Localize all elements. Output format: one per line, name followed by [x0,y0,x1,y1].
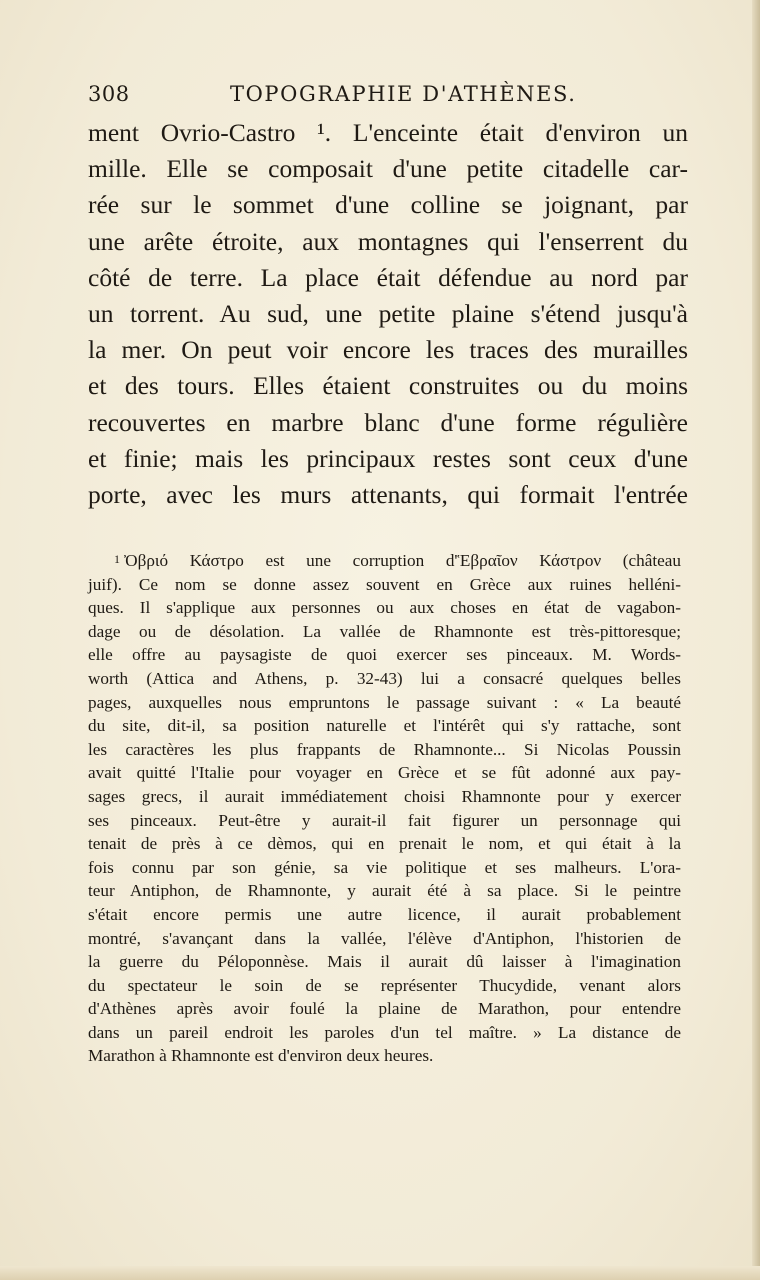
body-line: et finie; mais les principaux restes sont ceux d'une [88,443,688,473]
body-line: un torrent. Au sud, une petite plaine s'étend jusqu'à [88,299,688,329]
body-line: rée sur le sommet d'une colline se joignant, par [88,190,688,220]
body-line: la mer. On peut voir encore les traces des murailles [88,335,688,365]
body-line: ment Ovrio-Castro ¹. L'enceinte était d'environ un [88,118,688,147]
footnote-line: Marathon à Rhamnonte est d'environ deux heures. [88,1046,434,1066]
body-line: côté de terre. La place était défendue au nord par [88,262,688,292]
page-number: 308 [88,82,130,106]
footnote [88,548,681,1068]
footnote-marker: 1 [114,552,120,566]
footnote-line: pages, auxquelles nous empruntons le passage suivant : « La beauté [88,692,681,712]
footnote-line: dage ou de désolation. La vallée de Rhamnonte est très-pittoresque; [88,621,681,641]
body-line: recouvertes en marbre blanc d'une forme régulière [88,407,688,437]
footnote-line: montré, s'avançant dans la vallée, l'élève d'Antiphon, l'historien de [88,928,681,948]
body-text [88,115,688,513]
footnote-line-text: Ὀβριό Κάστρο est une corruption d'Ἑβραῖον Κάστρον (château [124,551,681,570]
footnote-line: worth (Attica and Athens, p. 32-43) lui a consacré quelques belles [88,668,681,688]
footnote-line: sages grecs, il aurait immédiatement choisi Rhamnonte pour y exercer [88,786,681,806]
page-edge-shadow [752,0,760,1280]
page-bottom-edge [0,1266,760,1280]
footnote-line: juif). Ce nom se donne assez souvent en Grèce aux ruines helléni- [88,574,681,594]
footnote-line: du site, dit-il, sa position naturelle et l'intérêt qui s'y rattache, sont [88,716,681,736]
footnote-line: du spectateur le soin de se représenter Thucydide, venant alors [88,975,681,995]
body-line: et des tours. Elles étaient construites ou du moins [88,371,688,401]
footnote-line: les caractères les plus frappants de Rhamnonte... Si Nicolas Poussin [88,739,681,759]
footnote-line: tenait de près à ce dèmos, qui en prenait le nom, et qui était à la [88,834,681,854]
footnote-line: fois connu par son génie, sa vie politique et ses malheurs. L'ora- [88,857,681,877]
footnote-line: dans un pareil endroit les paroles d'un tel maître. » La distance de [88,1022,681,1042]
body-line: une arête étroite, aux montagnes qui l'enserrent du [88,226,688,256]
footnote-line: ques. Il s'applique aux personnes ou aux choses en état de vagabon- [88,598,681,618]
body-line: mille. Elle se composait d'une petite citadelle car- [88,154,688,184]
footnote-line [88,548,681,573]
footnote-line: teur Antiphon, de Rhamnonte, y aurait été à sa place. Si le peintre [88,881,681,901]
page-header [88,82,688,112]
footnote-line: avait quitté l'Italie pour voyager en Grèce et se fût adonné aux pay- [88,763,681,783]
footnote-line: elle offre au paysagiste de quoi exercer ses pinceaux. M. Words- [88,645,681,665]
body-line: porte, avec les murs attenants, qui formait l'entrée [88,480,688,510]
running-title: TOPOGRAPHIE D'ATHÈNES. [230,82,577,106]
footnote-line: d'Athènes après avoir foulé la plaine de Marathon, pour entendre [88,999,681,1019]
footnote-line: s'était encore permis une autre licence, il aurait probablement [88,904,681,924]
footnote-line: la guerre du Péloponnèse. Mais il aurait dû laisser à l'imagination [88,952,681,972]
footnote-line: ses pinceaux. Peut-être y aurait-il fait figurer un personnage qui [88,810,681,830]
